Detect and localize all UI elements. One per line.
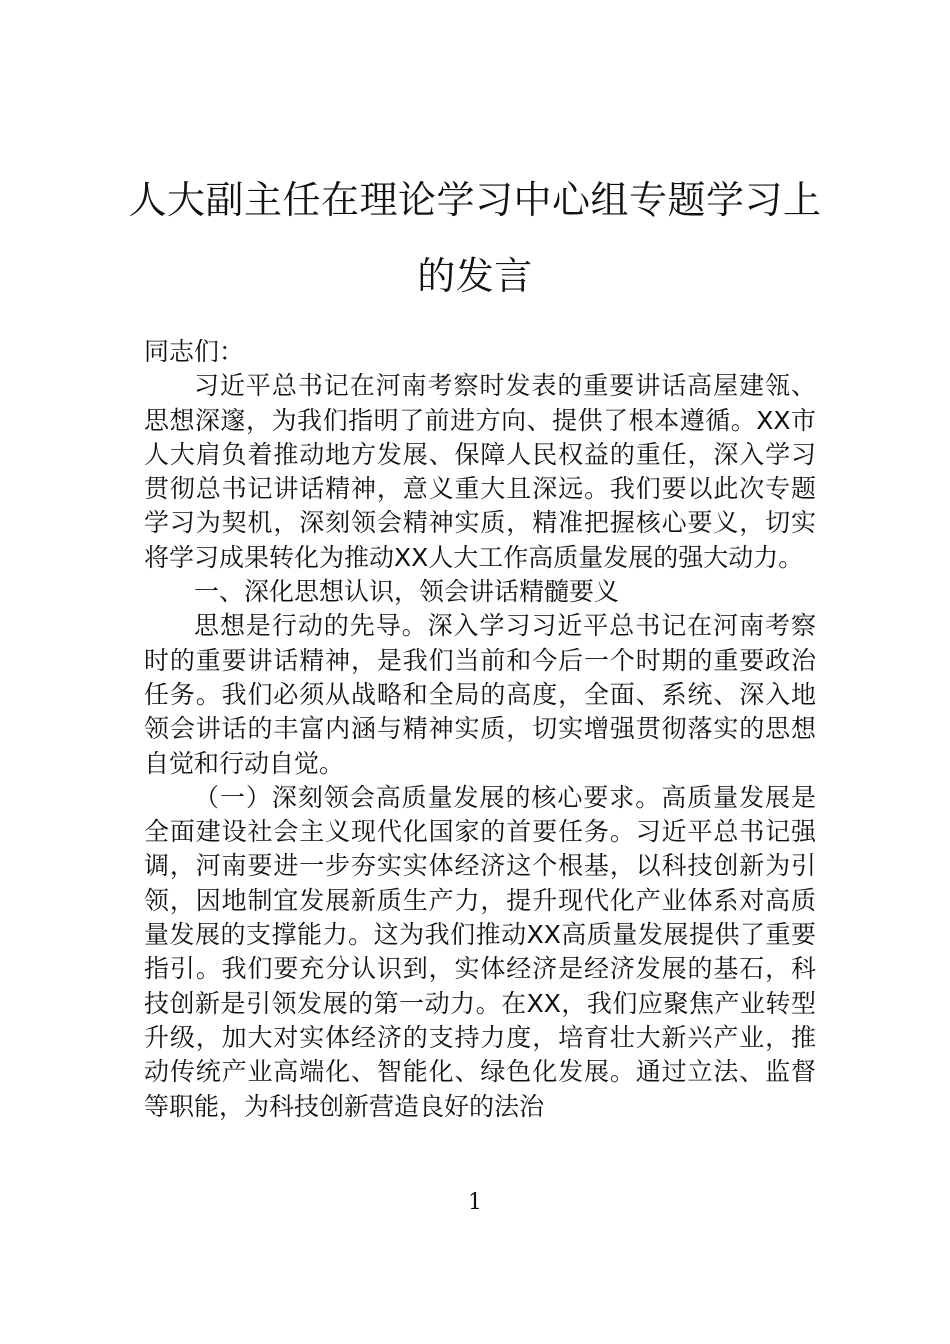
section-heading-1: 一、深化思想认识，领会讲话精髓要义 [194,577,620,607]
page-number: 1 [468,1190,482,1215]
salutation: 同志们： [144,337,245,366]
paragraph-subsection-1: （一）深刻领会高质量发展的核心要求。高质量发展是全面建设社会主义现代化国家的首要任务。习近平总书记强调，河南要进一步夯实实体经济这个根基，以科技创新为引领，因地制宜发展新质生产力，提升现代化产业体系对高质量发展的支撑能力。这为我们推动XX高质量发展提供了重要指引。我们要充分认识到，实体经济是经济发展的基石，科技创新是引领发展的第一动力。在XX，我们应聚焦产业转型升级，加大对实体经济的支持力度，培育壮大新兴产业，推动传统产业高端化、智能化、绿色化发展。通过立法、监督等职能，为科技创新营造良好的法治 [144,782,816,1121]
document-body [144,335,816,1124]
document-title: 人大副主任在理论学习中心组专题学习上的发言 [128,178,822,298]
paragraph-intro: 习近平总书记在河南考察时发表的重要讲话高屋建瓴、思想深邃，为我们指明了前进方向、提供了根本遵循。XX市人大肩负着推动地方发展、保障人民权益的重任，深入学习贯彻总书记讲话精神，意义重大且深远。我们要以此次专题学习为契机，深刻领会精神实质，精准把握核心要义，切实将学习成果转化为推动XX人大工作高质量发展的强大动力。 [144,371,816,572]
paragraph-section-1: 思想是行动的先导。深入学习习近平总书记在河南考察时的重要讲话精神，是我们当前和今后一个时期的重要政治任务。我们必须从战略和全局的高度，全面、系统、深入地领会讲话的丰富内涵与精神实质，切实增强贯彻落实的思想自觉和行动自觉。 [144,611,816,778]
